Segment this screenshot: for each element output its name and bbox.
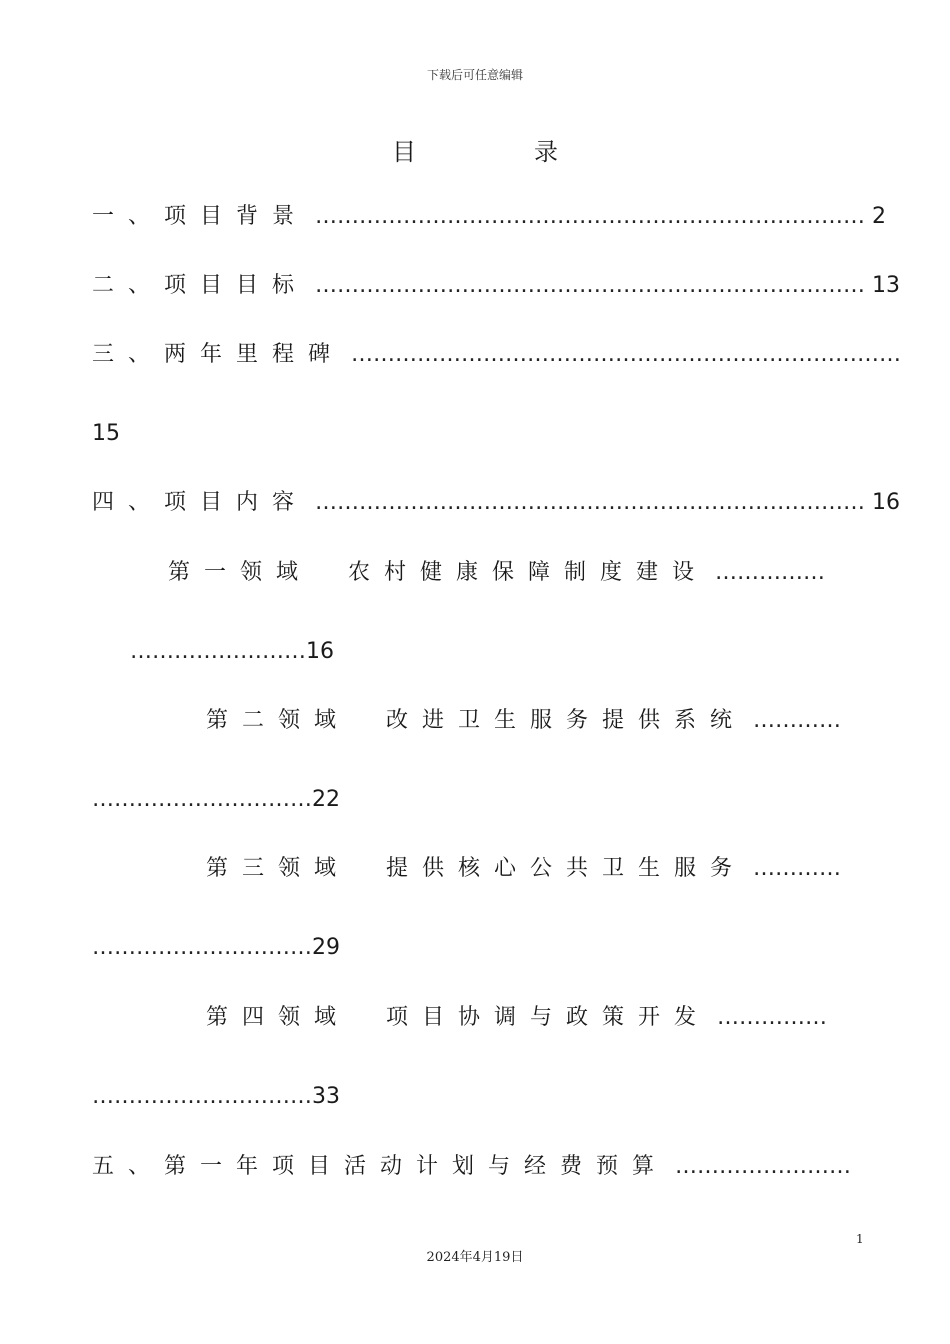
toc-entry-label: 三、两年里程碑 xyxy=(92,342,345,367)
toc-subentry-continuation[interactable] xyxy=(130,635,530,669)
toc-subentry-label: 第四领域 项目协调与政策开发 xyxy=(206,1005,711,1030)
toc-entry-dots: …………………… xyxy=(675,1154,852,1179)
toc-entry-label: 五、第一年项目活动计划与经费预算 xyxy=(92,1154,669,1179)
header-note: 下载后可任意编辑 xyxy=(426,68,523,82)
toc-entry-continuation[interactable] xyxy=(92,417,855,451)
toc-entry-page: 33 xyxy=(312,1084,340,1109)
toc-entry[interactable] xyxy=(92,486,901,520)
toc-entry-dots: ………………………… xyxy=(92,1084,312,1109)
toc-title-left: 目 xyxy=(392,138,416,166)
toc-entry-dots: ………………………………………………………………… xyxy=(315,273,866,298)
toc-entry-page: 29 xyxy=(312,935,340,960)
toc-entry-label: 一、项目背景 xyxy=(92,204,309,229)
toc-entry-dots: …………………… xyxy=(130,639,306,664)
toc-entry-page: 16 xyxy=(872,490,901,515)
toc-subentry-label: 第一领域 农村健康保障制度建设 xyxy=(168,560,709,585)
toc-entry-dots: …………… xyxy=(715,560,826,585)
toc-entry-label: 二、项目目标 xyxy=(92,273,309,298)
toc-subentry-continuation[interactable] xyxy=(92,931,492,965)
toc-subentry[interactable] xyxy=(168,556,855,590)
toc-entry[interactable] xyxy=(92,1150,855,1184)
toc-entry-dots: ………………………………………………………………… xyxy=(315,204,866,229)
toc-entry-page: 13 xyxy=(872,273,901,298)
toc-entry-page: 2 xyxy=(872,204,887,229)
toc-title-right: 录 xyxy=(534,138,558,166)
toc-entry-page: 22 xyxy=(312,787,340,812)
toc-entry[interactable] xyxy=(92,338,902,372)
toc-subentry-continuation[interactable] xyxy=(92,1080,492,1114)
page-number: 1 xyxy=(856,1232,864,1246)
toc-entry-dots: ………………………………………………………………… xyxy=(315,490,866,515)
toc-subentry[interactable] xyxy=(206,704,855,738)
footer-date: 2024年4月19日 xyxy=(426,1250,524,1265)
toc-subentry[interactable] xyxy=(206,1001,855,1035)
toc-entry[interactable] xyxy=(92,200,887,234)
toc-subentry-label: 第三领域 提供核心公共卫生服务 xyxy=(206,856,747,881)
toc-entry-dots: ………………………………………………………………… xyxy=(351,342,902,367)
toc-entry-dots: ………… xyxy=(753,856,842,881)
toc-entry-label: 四、项目内容 xyxy=(92,490,309,515)
toc-title xyxy=(0,132,950,167)
toc-subentry[interactable] xyxy=(206,852,855,886)
toc-entry-dots: ………………………… xyxy=(92,787,312,812)
toc-entry[interactable] xyxy=(92,269,901,303)
toc-entry-dots: ………………………… xyxy=(92,935,312,960)
toc-entry-page: 16 xyxy=(306,639,334,664)
toc-entry-dots: …………… xyxy=(717,1005,828,1030)
toc-entry-page: 15 xyxy=(92,421,120,446)
toc-entry-dots: ………… xyxy=(753,708,842,733)
toc-subentry-label: 第二领域 改进卫生服务提供系统 xyxy=(206,708,747,733)
toc-subentry-continuation[interactable] xyxy=(92,783,492,817)
